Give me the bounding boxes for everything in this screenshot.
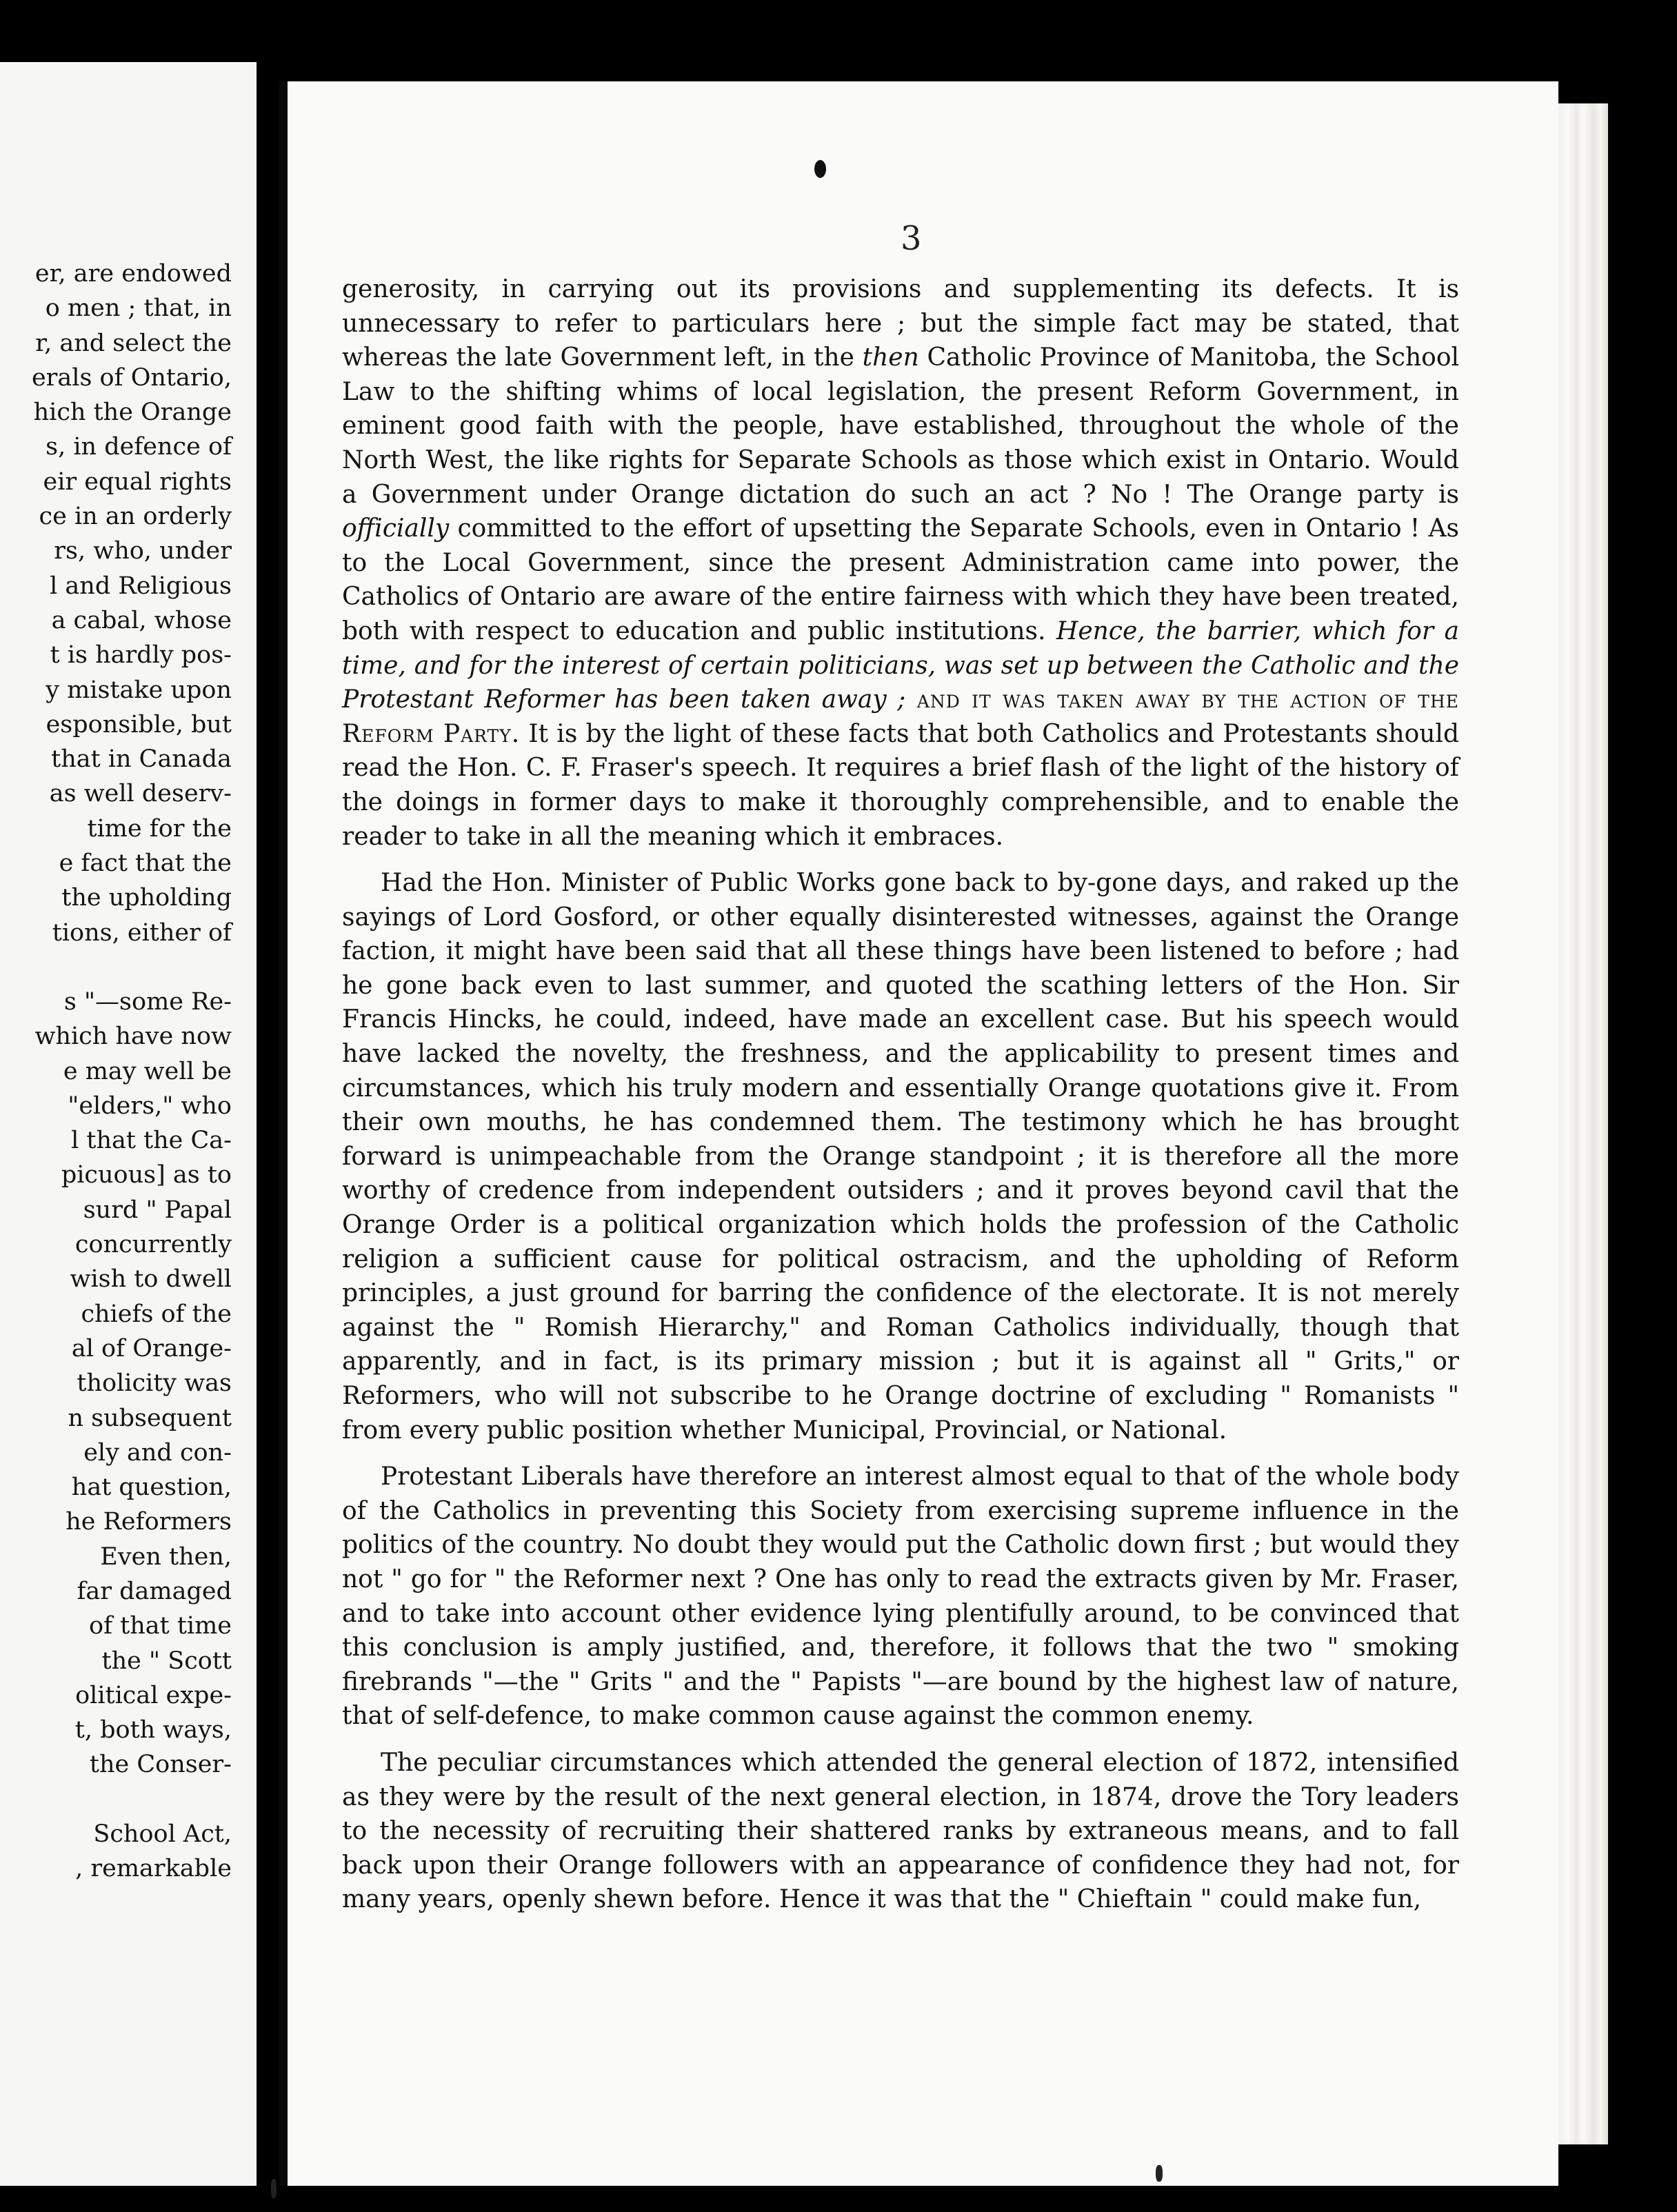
previous-page-text <box>0 257 232 1886</box>
previous-page-line: as well deserv- <box>49 780 232 808</box>
previous-page-line: which have now <box>34 1023 232 1051</box>
paragraph-1: generosity, in carrying out its provisions and supplementing its defects. It is unnecessary to refer to particulars here ; but the simple fact may be stated, that whereas the late Government left, in the then Catholic Province of Manitoba, the School Law to the shifting whims of local legislation, the present Reform Government, in eminent good faith with the people, have established, throughout the whole of the North West, the like rights for Separate Schools as those which exist in Ontario. Would a Government under Orange dictation do such an act ? No ! The Orange party is officially committed to the effort of upsetting the Separate Schools, even in Ontario ! As to the Local Government, since the present Administration came into power, the Catholics of Ontario are aware of the entire fairness with which they have been treated, both with respect to education and public institutions. Hence, the barrier, which for a time, and for the interest of certain politicians, was set up between the Catholic and the Protestant Reformer has been taken away ; and it was taken away by the action of the Reform Party. It is by the light of these facts that both Catholics and Protestants should read the Hon. C. F. Fraser's speech. It requires a brief flash of the light of the history of the doings in former days to make it thoroughly comprehensible, and to enable the reader to take in all the meaning which it embraces. <box>342 275 1460 851</box>
page-gutter <box>279 81 288 2186</box>
body-text <box>342 272 1459 1917</box>
previous-page-line: al of Orange- <box>71 1334 232 1363</box>
previous-page-line: he Reformers <box>66 1508 232 1536</box>
previous-page-line: eir equal rights <box>43 467 232 496</box>
previous-page-line: esponsible, but <box>46 710 232 738</box>
previous-page-line: time for the <box>87 814 232 843</box>
previous-page-line: s, in defence of <box>46 433 232 461</box>
previous-page-line: erals of Ontario, <box>31 363 232 392</box>
ink-dot <box>814 160 826 178</box>
previous-page-line: tholicity was <box>77 1369 232 1398</box>
previous-page-line: t is hardly pos- <box>50 641 232 670</box>
previous-page-line: l that the Ca- <box>71 1127 232 1155</box>
previous-page-line: hat question, <box>71 1474 232 1502</box>
previous-page-line: School Act, <box>93 1820 232 1848</box>
previous-page-line: l and Religious <box>50 572 232 600</box>
previous-page-line: e may well be <box>63 1057 232 1085</box>
previous-page-line: r, and select the <box>35 329 232 357</box>
previous-page-line: "elders," who <box>68 1092 232 1120</box>
previous-page-line: rs, who, under <box>54 537 232 565</box>
previous-page-line: t, both ways, <box>74 1716 232 1745</box>
previous-page-line: that in Canada <box>51 745 232 774</box>
previous-page-line: far damaged <box>77 1577 232 1605</box>
previous-page-line: the upholding <box>61 884 232 912</box>
previous-page-line: concurrently <box>74 1231 232 1259</box>
previous-page-line: chiefs of the <box>81 1300 232 1328</box>
previous-page-line: picuous] as to <box>61 1161 232 1189</box>
previous-page-line: wish to dwell <box>70 1265 232 1294</box>
previous-page-line <box>0 950 232 985</box>
previous-page-line: the Conser- <box>89 1751 232 1779</box>
previous-page-line <box>0 1782 232 1817</box>
previous-page-line: ely and con- <box>83 1438 232 1467</box>
previous-page-line: o men ; that, in <box>45 294 232 323</box>
previous-page-line: er, are endowed <box>34 260 232 288</box>
previous-page-line: ce in an orderly <box>39 503 232 531</box>
previous-page-line: , remarkable <box>75 1855 232 1883</box>
page-edges <box>1558 103 1608 2144</box>
previous-page-line: hich the Orange <box>33 399 232 427</box>
previous-page-line: the " Scott <box>101 1647 232 1675</box>
previous-page-line: y mistake upon <box>46 676 232 704</box>
paragraph-3: Protestant Liberals have therefore an interest almost equal to that of the whole body of the Catholics in preventing this Society from exercising supreme influence in the politics of the country. No doubt they would put the Catholic down first ; but would they not " go for " the Reformer next ? One has only to read the extracts given by Mr. Fraser, and to take into account other evidence lying plentifully around, to be convinced that this conclusion is amply justified, and, therefore, it follows that the two " smoking firebrands "—the " Grits " and the " Papists "—are bound by the highest law of nature, that of self-defence, to make common cause against the common enemy. <box>342 1462 1459 1731</box>
paragraph-4: The peculiar circumstances which attended the general election of 1872, intensified as they were by the result of the next general election, in 1874, drove the Tory leaders to the necessity of recruiting their shattered ranks by extraneous means, and to fall back upon their Orange followers with an appearance of confidence they had not, for many years, openly shewn before. Hence it was that the " Chieftain " could make fun, <box>342 1748 1459 1914</box>
previous-page-line: surd " Papal <box>83 1196 232 1224</box>
previous-page <box>0 62 257 2186</box>
ink-smudge <box>1156 2165 1163 2182</box>
previous-page-line: n subsequent <box>68 1404 232 1432</box>
previous-page-line: tions, either of <box>52 918 232 947</box>
previous-page-line: Even then, <box>100 1542 232 1571</box>
previous-page-line: olitical expe- <box>75 1681 232 1709</box>
paragraph-2: Had the Hon. Minister of Public Works gone back to by-gone days, and raked up the sayings of Lord Gosford, or other equally disinterested witnesses, against the Orange faction, it might have been said that all these things have been listened to before ; had he gone back even to last summer, and quoted the scathing letters of the Hon. Sir Francis Hincks, he could, indeed, have made an excellent case. But his speech would have lacked the novelty, the freshness, and the applicability to present times and circumstances, which his truly modern and essentially Orange quotations give it. From their own mouths, he has condemned them. The testimony which he has brought forward is unimpeachable from the Orange standpoint ; it is therefore all the more worthy of credence from independent outsiders ; and it proves beyond cavil that the Orange Order is a political organization which holds the profession of the Catholic religion a sufficient cause for political ostracism, and the upholding of Reform principles, a just ground for barring the confidence of the electorate. It is not merely against the " Romish Hierarchy," and Roman Catholics individually, though that apparently, and in fact, is its primary mission ; but it is against all " Grits," or Reformers, who will not subscribe to he Orange doctrine of excluding " Romanists " from every public position whether Municipal, Provincial, or National. <box>342 869 1459 1445</box>
previous-page-line: a cabal, whose <box>51 606 232 634</box>
previous-page-line: e fact that the <box>59 849 232 878</box>
page-number: 3 <box>901 219 922 258</box>
previous-page-line: s "—some Re- <box>63 987 232 1016</box>
previous-page-line: of that time <box>89 1612 232 1640</box>
ink-smudge <box>271 2179 277 2198</box>
